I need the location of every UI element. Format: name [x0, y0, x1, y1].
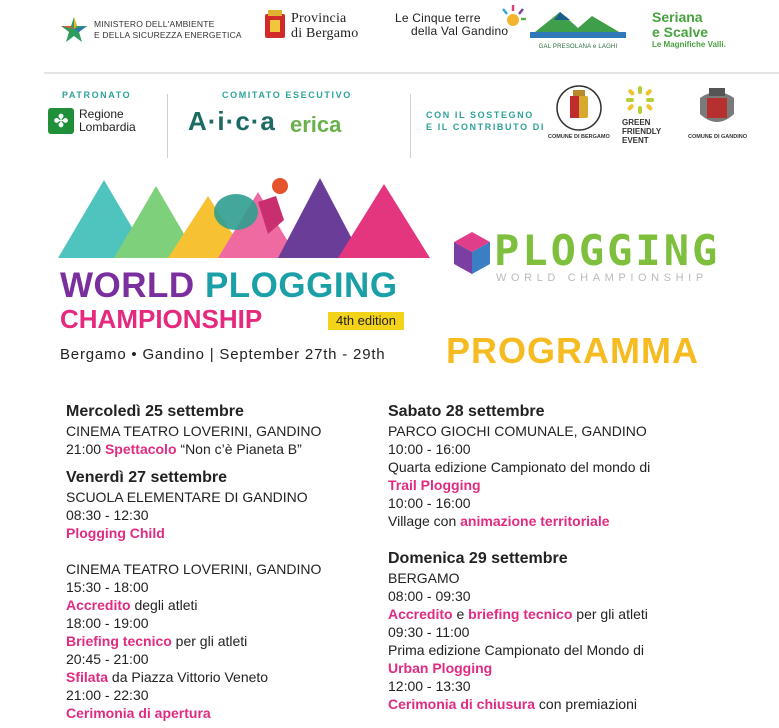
seriana-line2: e Scalve — [652, 24, 709, 40]
venue: CINEMA TEATRO LOVERINI, GANDINO — [66, 561, 322, 577]
title-championship: CHAMPIONSHIP — [60, 304, 263, 334]
cinqueterre-name — [395, 12, 508, 38]
program-left-column — [66, 402, 376, 722]
lombardia-name — [79, 108, 136, 134]
logo-aica: A·i·c·a — [188, 106, 276, 136]
comune-bergamo-name: COMUNE DI BERGAMO — [548, 134, 610, 140]
event-time: 21:00 — [66, 441, 105, 457]
event-highlight: Urban Plogging — [388, 660, 493, 676]
event-detail: e — [452, 606, 469, 622]
event-highlight: Spettacolo — [104, 441, 177, 457]
ministero-name: MINISTERO DELL'AMBIENTE E DELLA SICUREZZA ENERGETICA — [94, 19, 242, 40]
header-divider — [44, 72, 779, 74]
separator — [410, 94, 411, 158]
title-world: WORLD — [60, 266, 195, 305]
event-highlight: Cerimonia di chiusura — [388, 696, 536, 712]
crest-icon — [264, 10, 286, 42]
edition-badge: 4th edition — [328, 312, 404, 330]
green-event-name — [622, 118, 661, 145]
gal-name: GAL PRESOLANA e LAGHI — [538, 44, 618, 50]
event-highlight: Accredito — [388, 606, 453, 622]
logo-regione-lombardia — [48, 108, 136, 134]
plogging-subtitle: WORLD CHAMPIONSHIP — [496, 272, 708, 284]
logo-seriana-scalve — [652, 10, 726, 49]
event-time: 08:00 - 09:30 — [388, 588, 471, 604]
event-detail: “Non c’è Pianeta B” — [176, 441, 302, 457]
venue: CINEMA TEATRO LOVERINI, GANDINO — [66, 423, 322, 439]
venue: PARCO GIOCHI COMUNALE, GANDINO — [388, 423, 647, 439]
mountain-icon — [530, 6, 626, 40]
patronato-label: PATRONATO — [62, 90, 132, 100]
logo-comune-bergamo — [548, 84, 610, 140]
event-highlight: Accredito — [66, 597, 131, 613]
sostegno-label — [426, 109, 545, 133]
event-detail: per gli atleti — [171, 633, 248, 649]
event-line — [388, 512, 718, 530]
event-detail: da Piazza Vittorio Veneto — [108, 669, 269, 685]
day-title: Sabato 28 settembre — [388, 403, 545, 420]
event-line — [388, 605, 718, 623]
event-line — [66, 440, 376, 458]
provincia-name — [291, 11, 358, 41]
seriana-tagline: Le Magnifiche Valli. — [652, 40, 726, 49]
event-detail: con premiazioni — [535, 696, 637, 712]
event-time: 20:45 - 21:00 — [66, 651, 149, 667]
top-logo-strip — [0, 6, 779, 68]
plogging-wordmark: PLOGGING — [494, 226, 721, 275]
day-title: Domenica 29 settembre — [388, 550, 568, 567]
coat-of-arms-icon — [556, 84, 602, 132]
green-line1: GREEN — [622, 118, 651, 127]
programma-heading: PROGRAMMA — [446, 330, 699, 371]
lombardia-line2: Lombardia — [79, 120, 136, 134]
separator — [167, 94, 168, 158]
event-time: 10:00 - 16:00 — [388, 441, 471, 457]
green-line3: EVENT — [622, 136, 649, 145]
event-highlight: Cerimonia di apertura — [66, 705, 211, 721]
event-detail: Village con — [388, 513, 461, 529]
venue: SCUOLA ELEMENTARE DI GANDINO — [66, 489, 308, 505]
event-time: 09:30 - 11:00 — [388, 624, 470, 640]
sostegno-line2: E IL CONTRIBUTO DI — [426, 122, 545, 132]
event-detail: Quarta edizione Campionato del mondo di — [388, 459, 651, 475]
logo-green-friendly-event — [622, 86, 661, 145]
event-highlight: Trail Plogging — [388, 477, 481, 493]
event-line — [66, 632, 376, 650]
logo-gal-presolana — [530, 6, 626, 53]
provincia-line1: Provincia — [291, 11, 347, 26]
sponsors-strip — [0, 84, 779, 164]
logo-ministero — [60, 16, 242, 44]
championship-graphic — [58, 172, 438, 272]
event-highlight: briefing tecnico — [468, 606, 573, 622]
event-line — [388, 695, 718, 713]
event-time: 10:00 - 16:00 — [388, 495, 471, 511]
sostegno-line1: CON IL SOSTEGNO — [426, 110, 534, 120]
sunburst-icon — [622, 86, 658, 116]
seriana-line1: Seriana — [652, 9, 703, 25]
event-highlight: animazione territoriale — [460, 513, 610, 529]
title-plogging: PLOGGING — [204, 266, 398, 305]
event-time: 21:00 - 22:30 — [66, 687, 149, 703]
location-dates: Bergamo • Gandino | September 27th - 29th — [60, 346, 386, 363]
lombardia-icon: ✤ — [48, 108, 74, 134]
event-line — [66, 596, 376, 614]
cinqueterre-line1: Le Cinque terre — [395, 11, 481, 25]
event-time: 15:30 - 18:00 — [66, 579, 149, 595]
comitato-label: COMITATO ESECUTIVO — [222, 90, 352, 100]
green-line2: FRIENDLY — [622, 127, 662, 136]
provincia-line2: di Bergamo — [291, 26, 359, 41]
event-time: 18:00 - 19:00 — [66, 615, 149, 631]
logo-cinque-terre — [395, 12, 528, 38]
cinqueterre-line2: della Val Gandino — [411, 24, 509, 38]
logo-erica: erica — [290, 112, 342, 137]
logo-comune-gandino — [688, 84, 747, 140]
event-time: 08:30 - 12:30 — [66, 507, 149, 523]
sun-icon — [498, 3, 528, 33]
event-detail: degli atleti — [130, 597, 198, 613]
lombardia-line1: Regione — [79, 107, 124, 121]
plogging-logo — [452, 228, 742, 290]
cube-icon — [452, 230, 492, 276]
event-line — [66, 668, 376, 686]
day-title: Mercoledì 25 settembre — [66, 403, 244, 420]
comune-gandino-name: COMUNE DI GANDINO — [688, 134, 747, 140]
title-world-plogging — [60, 268, 398, 304]
event-detail: per gli atleti — [572, 606, 648, 622]
day-title: Venerdì 27 settembre — [66, 469, 227, 486]
event-highlight: Briefing tecnico — [66, 633, 172, 649]
star-icon — [60, 16, 88, 44]
program-right-column — [388, 402, 718, 713]
event-highlight: Sfilata — [66, 669, 109, 685]
logo-provincia-bergamo — [264, 10, 358, 42]
event-highlight: Plogging Child — [66, 525, 165, 541]
venue: BERGAMO — [388, 570, 460, 586]
event-detail: Prima edizione Campionato del Mondo di — [388, 642, 645, 658]
coat-of-arms-icon — [694, 84, 740, 132]
event-time: 12:00 - 13:30 — [388, 678, 471, 694]
